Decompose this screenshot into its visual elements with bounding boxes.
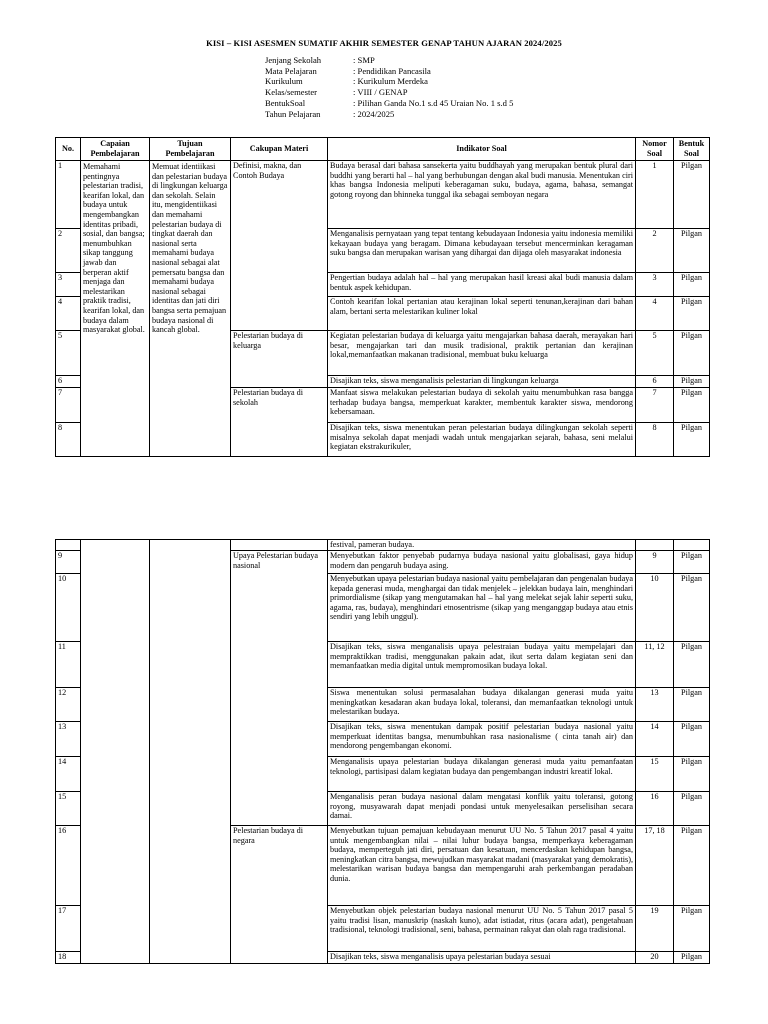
bentuk-soal: Pilgan xyxy=(674,688,710,722)
nomor-soal: 2 xyxy=(636,229,674,273)
indikator-soal: Disajikan teks, siswa menentukan peran pelestarian budaya dilingkungan sekolah seperti misalnya sekolah dapat menjadi wadah untuk mengajarkan sejarah, bahasa, seni melalui kegiatan ekstrakurikuler, xyxy=(328,423,636,457)
meta-tahun: Tahun Pelajaran : 2024/2025 xyxy=(265,108,395,119)
nomor-soal: 6 xyxy=(636,376,674,388)
table-header-row xyxy=(56,138,710,161)
kisi-table-page2 xyxy=(55,539,710,964)
indikator-soal: Disajikan teks, siswa menganalisis upaya pelestraian budaya yaitu mempelajari dan mempraktikkan tradisi, menggunakan pakain adat, ikut serta dalam kegiatan seni dan memanfaatkan media digital untuk mempromosikan budaya lokal. xyxy=(328,642,636,688)
header-indikator: Indikator Soal xyxy=(328,138,636,161)
indikator-soal: Menyebutkan tujuan pemajuan kebudayaan menurut UU No. 5 Tahun 2017 pasal 4 yaitu untuk mengembangkan nilai – nilai luhur budaya bangsa, memperkaya keberagaman budaya, memperteguh jati diri, persatuan dan kesatuan, mencerdaskan kehidupan bangsa, meningkatkan citra bangsa, mewujudkan masyarakat madani (masyarakat yang demokratis), melestarikan warisan budaya bangsa dan mempengaruhi arah perkembangan peradaban dunia. xyxy=(328,826,636,906)
cakupan-materi: Definisi, makna, dan Contoh Budaya xyxy=(231,161,328,331)
row-no: 8 xyxy=(56,423,81,457)
indikator-soal: Siswa menentukan solusi permasalahan budaya dikalangan generasi muda yaitu meningkatkan kesadaran akan budaya lokal, toleransi, dan memanfaatkan teknologi untuk melestarikan budaya. xyxy=(328,688,636,722)
nomor-soal: 13 xyxy=(636,688,674,722)
bentuk-soal: Pilgan xyxy=(674,388,710,423)
row-no: 11 xyxy=(56,642,81,688)
row-no: 5 xyxy=(56,331,81,376)
nomor-soal: 20 xyxy=(636,952,674,964)
indikator-soal: Contoh kearifan lokal pertanian atau kerajinan lokal seperti tenunan,kerajinan dari bahan alam, bertani serta melestarikan kuliner lokal xyxy=(328,297,636,331)
header-nomor-soal: Nomor Soal xyxy=(636,138,674,161)
nomor-soal: 17, 18 xyxy=(636,826,674,906)
row-no: 6 xyxy=(56,376,81,388)
row-no: 4 xyxy=(56,297,81,331)
bentuk-soal: Pilgan xyxy=(674,551,710,574)
capaian-pembelajaran: Memahami pentingnya pelestarian tradisi, kearifan lokal, dan budaya untuk mengembangkan identitas pribadi, sosial, dan bangsa; menumbuhkan sikap tanggung jawab dan berperan aktif menjaga dan melestarikan praktik tradisi, kearifan lokal, dan budaya dalam masyarakat global. xyxy=(81,161,150,457)
tujuan-pembelajaran: Memuat identiikasi dan pelestarian budaya di lingkungan keluarga dan sekolah. Selain itu, mengidentiikasi dan memahami pelestarian budaya di tingkat daerah dan nasional serta memahami budaya nasional sebagai alat pemersatu bangsa dan memahami budaya nasional sebagai identitas dan jati diri bangsa serta pemajuan budaya nasional di kancah global. xyxy=(150,161,231,457)
meta-bentuk-soal: BentukSoal : Pilihan Ganda No.1 s.d 45 Uraian No. 1 s.d 5 xyxy=(265,97,514,108)
meta-mapel: Mata Pelajaran : Pendidikan Pancasila xyxy=(265,65,431,76)
meta-kurikulum: Kurikulum : Kurikulum Merdeka xyxy=(265,76,428,87)
nomor-soal: 9 xyxy=(636,551,674,574)
indikator-soal: Disajikan teks, siswa menganalisis pelestarian di lingkungan keluarga xyxy=(328,376,636,388)
meta-jenjang: Jenjang Sekolah : SMP xyxy=(265,55,375,65)
indikator-soal: Disajikan teks, siswa menganalisis upaya pelestarian budaya sesuai xyxy=(328,952,636,964)
cakupan-materi: Pelestarian budaya di negara xyxy=(231,826,328,964)
row-no: 2 xyxy=(56,229,81,273)
indikator-soal: Manfaat siswa melakukan pelestarian budaya di sekolah yaitu menumbuhkan rasa bangga terhadap budaya bangsa, memperkuat karakter, membentuk karakter siswa, mendorong kebersamaan. xyxy=(328,388,636,423)
bentuk-soal: Pilgan xyxy=(674,376,710,388)
document-meta xyxy=(265,55,513,119)
bentuk-soal: Pilgan xyxy=(674,826,710,906)
bentuk-soal: Pilgan xyxy=(674,229,710,273)
row-no: 9 xyxy=(56,551,81,574)
bentuk-soal: Pilgan xyxy=(674,574,710,642)
indikator-soal: Menyebutkan upaya pelestarian budaya nasional yaitu pembelajaran dan pengenalan budaya kepada generasi muda, menghargai dan tidak menjelek – jelekkan budaya lain, menghindari primordialisme (sikap yang mengutamakan hal – hal yang melekat sejak lahir seperti suku, agama, ras, budaya), menghindari etnosentrisme (sikap yang menganggap budaya atau etnis sendiri yang lebih unggul). xyxy=(328,574,636,642)
bentuk-soal: Pilgan xyxy=(674,297,710,331)
header-bentuk-soal: Bentuk Soal xyxy=(674,138,710,161)
indikator-soal: Menyebutkan objek pelestarian budaya nasional menurut UU No. 5 Tahun 2017 pasal 5 yaitu tradisi lisan, manuskrip (naskah kuno), adat istiadat, ritus (acara adat), pengetahuan tradisional, teknologi tradisional, seni, bahasa, permainan rakyat dan olah raga tradisional. xyxy=(328,906,636,952)
kisi-table-page1 xyxy=(55,137,710,457)
indikator-soal: Menganalisis pernyataan yang tepat tentang kebudayaan Indonesia yaitu indonesia memiliki kekayaan budaya yang beragam. Dimana kebudayaan tersebut mencerminkan keragaman suku bangsa dan merupakan warisan yang dihargai dan dijaga oleh masyarakat indonesia xyxy=(328,229,636,273)
nomor-soal: 1 xyxy=(636,161,674,229)
header-no: No. xyxy=(56,138,81,161)
indikator-soal: Menganalisis peran budaya nasional dalam mengatasi konflik yaitu toleransi, gotong royong, musyawarah dapat menjadi pondasi untuk menyelesaikan perselisihan secara damai. xyxy=(328,792,636,826)
row-no: 15 xyxy=(56,792,81,826)
nomor-soal: 16 xyxy=(636,792,674,826)
indikator-soal: Menyebutkan faktor penyebab pudarnya budaya nasional yaitu globalisasi, gaya hidup modern dan pengaruh budaya asing. xyxy=(328,551,636,574)
bentuk-soal: Pilgan xyxy=(674,906,710,952)
indikator-soal: Pengertian budaya adalah hal – hal yang merupakan hasil kreasi akal budi manusia dalam bentuk aspek kehidupan. xyxy=(328,273,636,297)
nomor-soal: 3 xyxy=(636,273,674,297)
row-no: 16 xyxy=(56,826,81,906)
nomor-soal: 8 xyxy=(636,423,674,457)
indikator-soal: Kegiatan pelestarian budaya di keluarga yaitu mengajarkan bahasa daerah, merayakan hari besar, mengajarkan tari dan musik tradisional, praktik pertanian dan kerajinan lokal,memanfaatkan makanan tradisional, membuat buku keluarga xyxy=(328,331,636,376)
bentuk-soal: Pilgan xyxy=(674,273,710,297)
row-no: 10 xyxy=(56,574,81,642)
document-title: KISI – KISI ASESMEN SUMATIF AKHIR SEMESTER GENAP TAHUN AJARAN 2024/2025 xyxy=(206,38,562,48)
bentuk-soal: Pilgan xyxy=(674,792,710,826)
nomor-soal: 10 xyxy=(636,574,674,642)
bentuk-soal: Pilgan xyxy=(674,423,710,457)
indikator-soal: Budaya berasal dari bahasa sansekerta yaitu buddhayah yang merupakan bentuk plural dari buddhi yang berarti hal – hal yang berhubungan dengan akal budi manusia. Menentukan ciri khas bangsa Indonesia meliputi keberagaman suku, budaya, agama, bahasa, semangat gotong royong dan bhinneka tunggal ika sebagai semboyan negara xyxy=(328,161,636,229)
nomor-soal: 11, 12 xyxy=(636,642,674,688)
bentuk-soal: Pilgan xyxy=(674,952,710,964)
indikator-soal: festival, pameran budaya. xyxy=(328,540,636,551)
bentuk-soal: Pilgan xyxy=(674,757,710,792)
nomor-soal: 15 xyxy=(636,757,674,792)
bentuk-soal: Pilgan xyxy=(674,331,710,376)
bentuk-soal: Pilgan xyxy=(674,642,710,688)
capaian-pembelajaran-cont xyxy=(81,540,150,964)
nomor-soal: 7 xyxy=(636,388,674,423)
cakupan-materi: Pelestarian budaya di keluarga xyxy=(231,331,328,388)
nomor-soal: 4 xyxy=(636,297,674,331)
row-no: 3 xyxy=(56,273,81,297)
nomor-soal: 14 xyxy=(636,722,674,757)
bentuk-soal: Pilgan xyxy=(674,722,710,757)
meta-kelas: Kelas/semester : VIII / GENAP xyxy=(265,87,408,98)
header-tujuan: Tujuan Pembelajaran xyxy=(150,138,231,161)
row-no: 12 xyxy=(56,688,81,722)
cakupan-materi: Upaya Pelestarian budaya nasional xyxy=(231,551,328,826)
table-row xyxy=(56,161,710,229)
indikator-soal: Disajikan teks, siswa menentukan dampak positif pelestarian budaya nasional yaitu memperkuat identitas bangsa, menumbuhkan rasa nasionalisme ( cinta tanah air) dan mendorong pengembangan ekonomi. xyxy=(328,722,636,757)
row-no: 7 xyxy=(56,388,81,423)
header-capaian: Capaian Pembelajaran xyxy=(81,138,150,161)
table-row-continued xyxy=(56,540,710,551)
row-no: 17 xyxy=(56,906,81,952)
row-no: 13 xyxy=(56,722,81,757)
row-no: 18 xyxy=(56,952,81,964)
tujuan-pembelajaran-cont xyxy=(150,540,231,964)
bentuk-soal: Pilgan xyxy=(674,161,710,229)
nomor-soal: 5 xyxy=(636,331,674,376)
header-cakupan: Cakupan Materi xyxy=(231,138,328,161)
nomor-soal: 19 xyxy=(636,906,674,952)
indikator-soal: Menganalisis upaya pelestarian budaya dikalangan generasi muda yaitu pemanfaatan teknologi, partisipasi dalam kegiatan budaya dan pengembangan industri kreatif lokal. xyxy=(328,757,636,792)
cakupan-materi: Pelestarian budaya di sekolah xyxy=(231,388,328,457)
row-no: 1 xyxy=(56,161,81,229)
row-no: 14 xyxy=(56,757,81,792)
